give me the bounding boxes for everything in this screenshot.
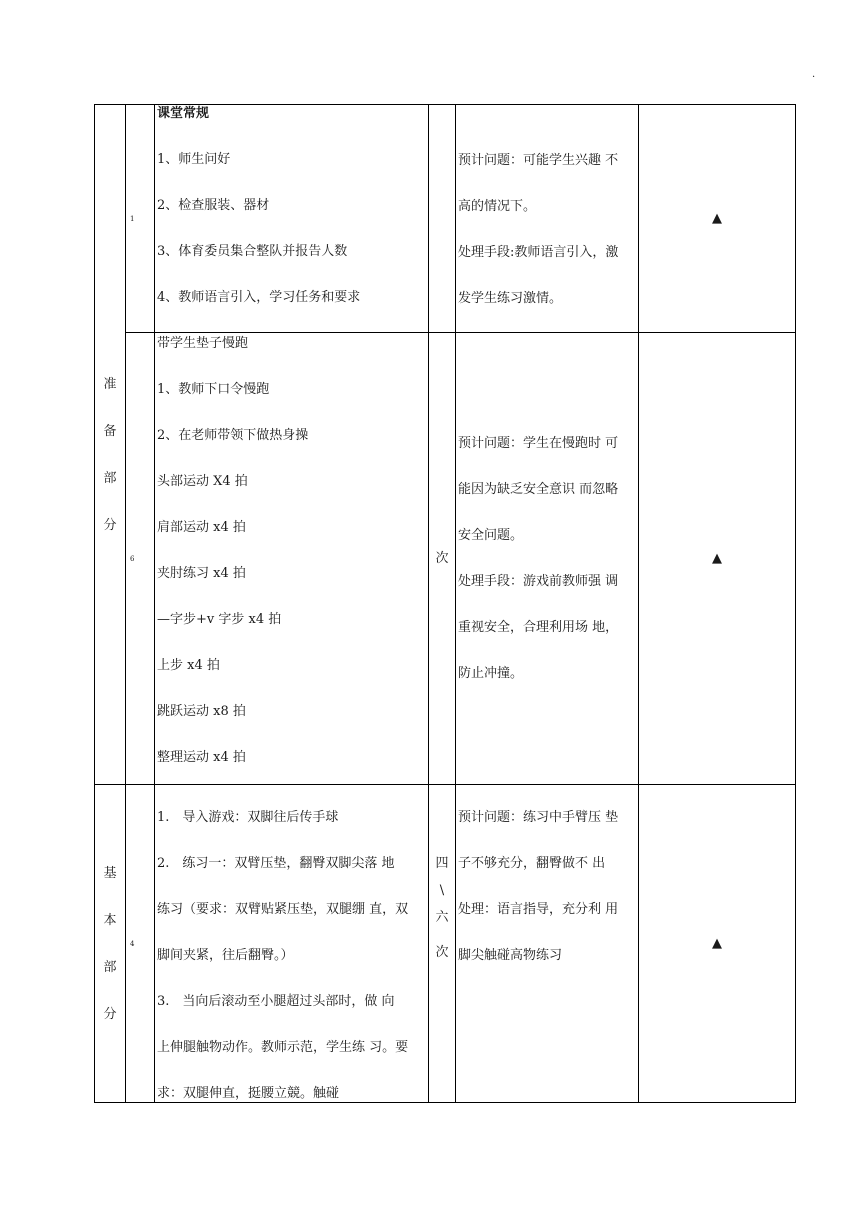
content-line: —字步+v 字步 x4 拍 (157, 612, 282, 627)
content-line: 4、教师语言引入，学习任务和要求 (157, 290, 361, 305)
content-line: 2、在老师带领下做热身操 (157, 428, 309, 443)
section-char: 本 (103, 912, 117, 928)
content-line: 3、体育委员集合整队并报告人数 (157, 244, 348, 259)
count-char: 四 (435, 856, 449, 871)
note-line: 脚尖触碰高物练习 (458, 948, 563, 963)
triangle-mark-icon: ▲ (639, 105, 796, 333)
note-line: 安全问题。 (458, 528, 524, 543)
content-line: 上步 x4 拍 (157, 658, 220, 673)
note-line: 预计问题：可能学生兴趣 不 (458, 153, 619, 168)
content-line: 跳跃运动 x8 拍 (157, 704, 246, 719)
content-cell (155, 333, 429, 785)
content-line: 1. 导入游戏：双脚往后传手球 (157, 810, 339, 825)
triangle-mark-icon: ▲ (639, 333, 796, 785)
note-line: 防止冲撞。 (458, 666, 524, 681)
content-line: 头部运动 X4 拍 (157, 474, 248, 489)
note-line: 预计问题：练习中手臂压 垫 (458, 810, 619, 825)
content-line: 整理运动 x4 拍 (157, 750, 246, 765)
section-char: 分 (103, 1006, 117, 1022)
content-line: 3. 当向后滚动至小腿超过头部时，做 向 (157, 994, 395, 1009)
content-line: 夹肘练习 x4 拍 (157, 566, 246, 581)
content-line: 2. 练习一：双臂压垫，翻臀双脚尖落 地 (157, 856, 395, 871)
note-line: 重视安全，合理利用场 地， (458, 620, 619, 635)
section-cell (95, 105, 126, 333)
section-char: 基 (103, 865, 117, 881)
corner-mark: . (812, 69, 816, 80)
note-line: 处理：语言指导，充分利 用 (458, 902, 619, 917)
note-line: 高的情况下。 (458, 199, 537, 214)
table-row (95, 333, 796, 785)
section-label (95, 333, 126, 785)
row-title: 课堂常规 (157, 106, 210, 121)
triangle-mark-icon: ▲ (639, 785, 796, 1103)
content-line: 肩部运动 x4 拍 (157, 520, 246, 535)
count-cell (429, 105, 456, 333)
row-title: 带学生垫子慢跑 (157, 336, 249, 351)
note-line: 子不够充分，翻臀做不 出 (458, 856, 606, 871)
content-cell (155, 105, 429, 333)
note-line: 预计问题：学生在慢跑时 可 (458, 436, 619, 451)
section-char: 备 (103, 423, 117, 439)
content-line: 练习（要求：双臂贴紧压垫，双腿绷 直，双 (157, 902, 409, 917)
lesson-plan-table (94, 104, 796, 1103)
count-cell (429, 785, 456, 1103)
note-line: 处理手段:教师语言引入，激 (458, 245, 619, 260)
count-char: 次 (435, 945, 449, 960)
section-char: 分 (103, 517, 117, 533)
count-char: \ (439, 883, 445, 898)
section-char: 部 (103, 959, 117, 975)
table-row (95, 785, 796, 1103)
content-line: 脚间夹紧，往后翻臀。） (157, 948, 294, 963)
row-index: 6 (126, 333, 155, 785)
content-line: 1、教师下口令慢跑 (157, 382, 270, 397)
note-line: 能因为缺乏安全意识 而忽略 (458, 482, 619, 497)
section-char: 准 (103, 376, 117, 392)
notes-cell (456, 105, 639, 333)
section-char: 部 (103, 470, 117, 486)
count-char: 六 (435, 910, 449, 925)
note-line: 处理手段：游戏前教师强 调 (458, 574, 619, 589)
content-line: 1、师生问好 (157, 152, 231, 167)
count-cell: 次 (429, 333, 456, 785)
notes-cell (456, 785, 639, 1103)
note-line: 发学生练习激情。 (458, 291, 563, 306)
content-cell (155, 785, 429, 1103)
row-index: 4 (126, 785, 155, 1103)
row-index: 1 (126, 105, 155, 333)
notes-cell (456, 333, 639, 785)
content-line: 求：双腿伸直，挺腰立競。触碰 (157, 1086, 340, 1101)
content-line: 上伸腿触物动作。教师示范，学生练 习。要 (157, 1040, 409, 1055)
table-row (95, 105, 796, 333)
content-line: 2、检查服装、器材 (157, 198, 270, 213)
section-label (95, 785, 126, 1103)
